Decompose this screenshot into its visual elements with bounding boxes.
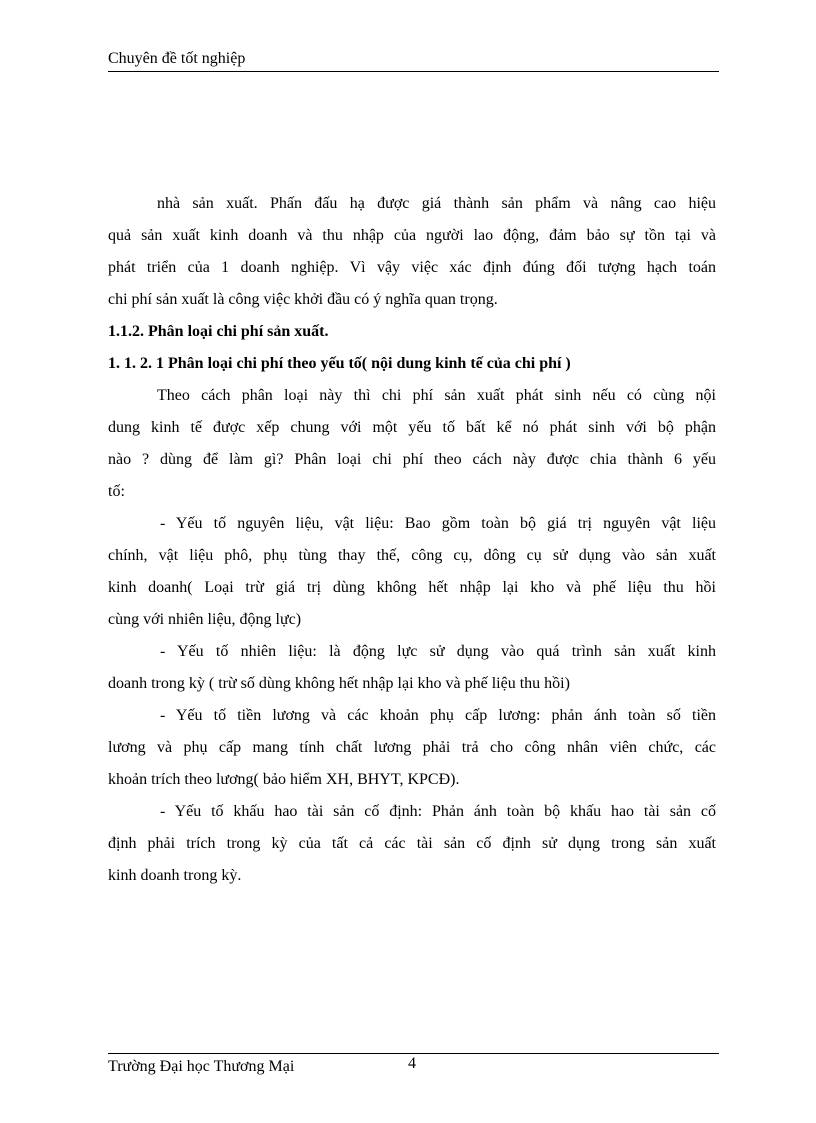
paragraph-line: lương và phụ cấp mang tính chất lương phải trả cho công nhân viên chức, các — [108, 739, 716, 756]
page-header — [108, 49, 719, 72]
paragraph-line: chính, vật liệu phô, phụ tùng thay thế, công cụ, dông cụ sử dụng vào sản xuất — [108, 547, 716, 564]
paragraph-line: kinh doanh trong kỳ. — [108, 867, 242, 884]
bullet-line: - Yếu tố nguyên liệu, vật liệu: Bao gồm toàn bộ giá trị nguyên vật liệu — [160, 515, 716, 532]
page-number: 4 — [408, 1055, 416, 1072]
paragraph-line: chi phí sản xuất là công việc khởi đầu có ý nghĩa quan trọng. — [108, 291, 498, 308]
paragraph-line: kinh doanh( Loại trừ giá trị dùng không hết nhập lại kho và phế liệu thu hồi — [108, 579, 716, 596]
header-title: Chuyên đề tốt nghiệp — [108, 50, 246, 67]
paragraph-line: cùng với nhiên liệu, động lực) — [108, 611, 302, 628]
paragraph-line: định phải trích trong kỳ của tất cả các tài sản cố định sử dụng trong sản xuất — [108, 835, 716, 852]
subsection-heading: 1. 1. 2. 1 Phân loại chi phí theo yếu tố( nội dung kinh tế của chi phí ) — [108, 355, 571, 372]
paragraph-line: phát triển của 1 doanh nghiệp. Vì vậy việc xác định đúng đối tượng hạch toán — [108, 259, 716, 276]
bullet-line: - Yếu tố tiền lương và các khoản phụ cấp lương: phản ánh toàn số tiền — [160, 707, 716, 724]
bullet-line: - Yếu tố khấu hao tài sản cố định: Phản ánh toàn bộ khấu hao tài sản cố — [160, 803, 716, 820]
bullet-line: - Yếu tố nhiên liệu: là động lực sử dụng vào quá trình sản xuất kinh — [160, 643, 716, 660]
section-heading: 1.1.2. Phân loại chi phí sản xuất. — [108, 323, 329, 340]
paragraph-line: nhà sản xuất. Phấn đấu hạ được giá thành sản phẩm và nâng cao hiệu — [157, 195, 716, 212]
paragraph-line: dung kinh tế được xếp chung với một yếu tố bất kể nó phát sinh với bộ phận — [108, 419, 716, 436]
paragraph-line: khoản trích theo lương( bảo hiểm XH, BHYT, KPCĐ). — [108, 771, 460, 788]
paragraph-line: doanh trong kỳ ( trừ số dùng không hết nhập lại kho và phế liệu thu hồi) — [108, 675, 570, 692]
paragraph-line: quả sản xuất kinh doanh và thu nhập của người lao động, đảm bảo sự tồn tại và — [108, 227, 716, 244]
body-text — [108, 188, 716, 892]
paragraph-line: tố: — [108, 483, 125, 500]
footer-school-name: Trường Đại học Thương Mại — [108, 1058, 295, 1075]
paragraph-line: nào ? dùng để làm gì? Phân loại chi phí theo cách này được chia thành 6 yếu — [108, 451, 716, 468]
paragraph-line: Theo cách phân loại này thì chi phí sản xuất phát sinh nếu có cùng nội — [157, 387, 716, 404]
